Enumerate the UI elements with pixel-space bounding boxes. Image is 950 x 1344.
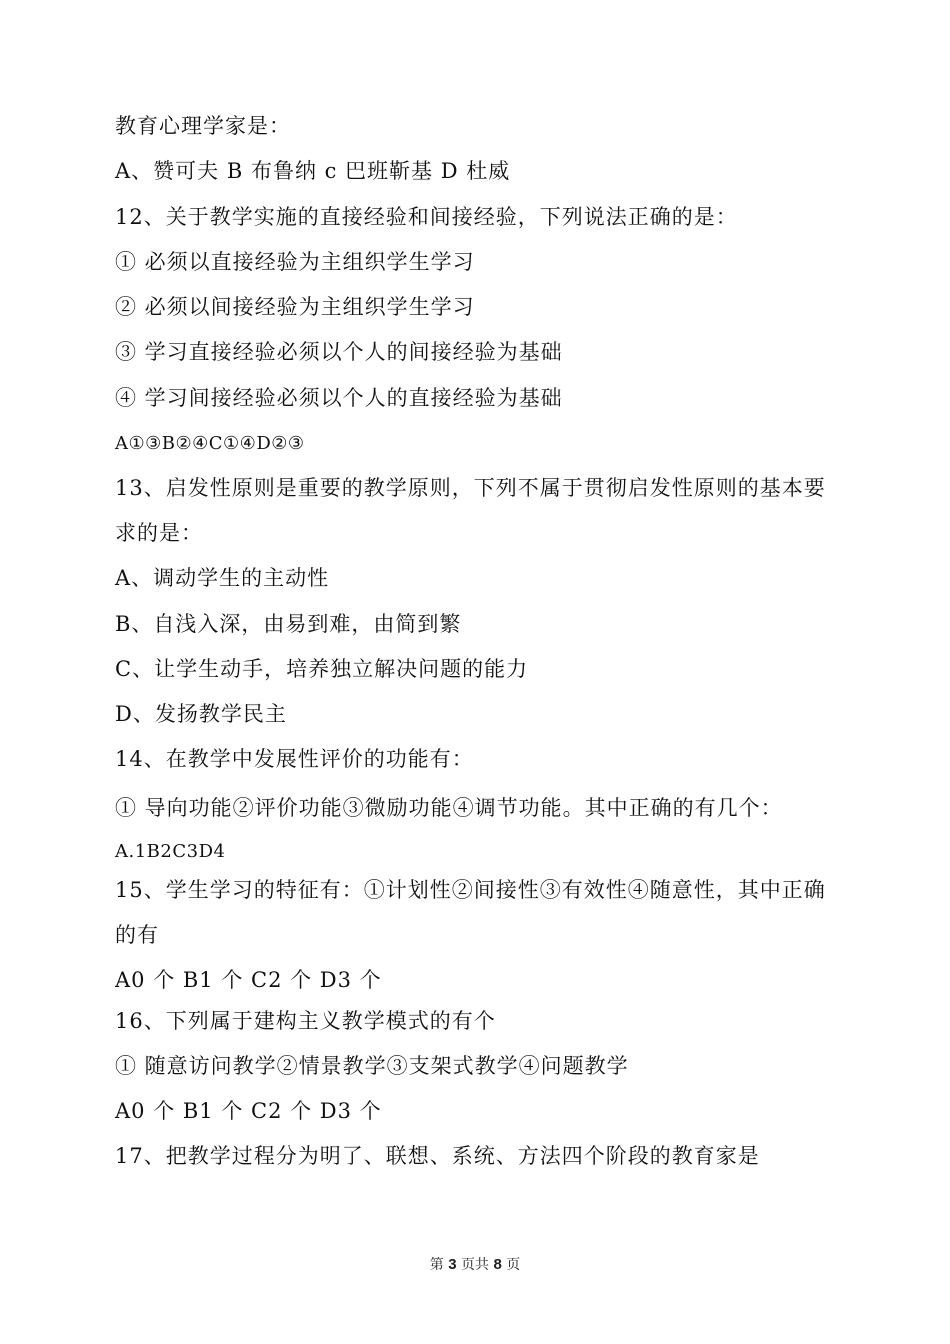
text-line: 的有 (115, 923, 159, 947)
question-12: 12、关于教学实施的直接经验和间接经验，下列说法正确的是： (115, 205, 738, 229)
question-15: 15、学生学习的特征有：①计划性②间接性③有效性④随意性，其中正确 (115, 878, 826, 902)
option-line: D、发扬教学民主 (115, 702, 287, 726)
question-13: 13、启发性原则是重要的教学原则，下列不属于贯彻启发性原则的基本要 (115, 476, 826, 500)
text-line: A、赞可夫 B 布鲁纳 c 巴班靳基 D 杜威 (115, 159, 511, 183)
answer-choices: A0 个 B1 个 C2 个 D3 个 (115, 968, 382, 992)
text-line: 教育心理学家是： (115, 114, 291, 138)
option-line: A、调动学生的主动性 (115, 566, 330, 590)
question-14: 14、在教学中发展性评价的功能有： (115, 747, 474, 771)
question-17: 17、把教学过程分为明了、联想、系统、方法四个阶段的教育家是 (115, 1144, 760, 1168)
option-line: ④ 学习间接经验必须以个人的直接经验为基础 (115, 386, 563, 410)
current-page-number: 3 (448, 1256, 457, 1273)
option-line: B、自浅入深，由易到难，由简到繁 (115, 612, 462, 636)
option-line: ③ 学习直接经验必须以个人的间接经验为基础 (115, 340, 563, 364)
page-footer (0, 1256, 950, 1274)
footer-middle: 页共 (461, 1257, 489, 1273)
option-line: ① 导向功能②评价功能③微励功能④调节功能。其中正确的有几个： (115, 796, 783, 820)
footer-prefix: 第 (429, 1257, 444, 1273)
answer-choices: A①③B②④C①④D②③ (115, 433, 305, 454)
answer-choices: A0 个 B1 个 C2 个 D3 个 (115, 1099, 382, 1123)
question-16: 16、下列属于建构主义教学模式的有个 (115, 1009, 496, 1033)
answer-choices: A.1B2C3D4 (115, 841, 226, 862)
total-pages-number: 8 (493, 1256, 502, 1273)
option-line: C、让学生动手，培养独立解决问题的能力 (115, 657, 529, 681)
option-line: ① 随意访问教学②情景教学③支架式教学④问题教学 (115, 1054, 629, 1078)
text-line: 求的是： (115, 521, 203, 545)
option-line: ① 必须以直接经验为主组织学生学习 (115, 250, 475, 274)
footer-suffix: 页 (506, 1257, 521, 1273)
option-line: ② 必须以间接经验为主组织学生学习 (115, 295, 475, 319)
